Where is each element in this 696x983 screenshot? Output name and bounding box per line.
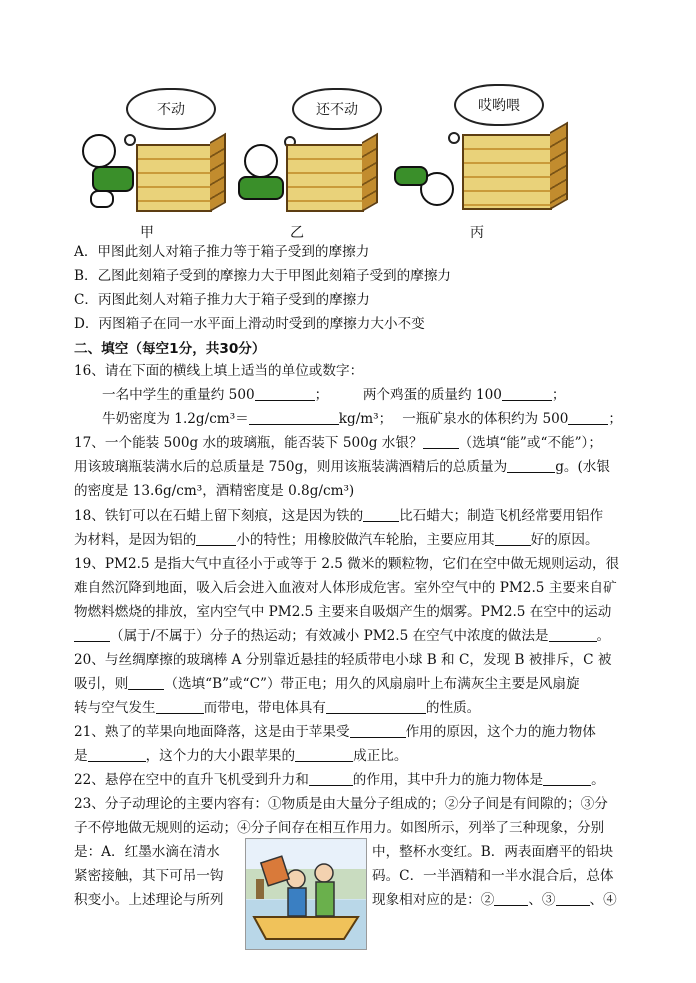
figure-head: [244, 144, 278, 178]
q21-line2: [74, 747, 408, 765]
q23-text: 、③: [528, 892, 556, 908]
boat-hull: [254, 917, 358, 939]
answer-blank[interactable]: [423, 434, 459, 449]
option-b: B．乙图此刻箱子受到的摩擦力大于甲图此刻箱子受到的摩擦力: [74, 268, 452, 284]
q20-line3: [74, 699, 480, 717]
speech-bubble: 不动: [126, 88, 216, 130]
q17-line2: [74, 458, 610, 476]
answer-blank[interactable]: [556, 891, 590, 906]
person-body: [316, 882, 334, 916]
q22-text: 22、悬停在空中的直升飞机受到升力和: [74, 772, 309, 788]
q16-line2: [102, 410, 622, 428]
q23-line3a: 是：A．红墨水滴在清水: [74, 844, 220, 860]
q17-line3: 的密度是 13.6g/cm³，酒精密度是 0.8g/cm³): [74, 483, 355, 499]
answer-blank[interactable]: [363, 507, 399, 522]
q20-text: 而带电，带电体具有: [203, 700, 326, 716]
q18-text: 好的原因。: [530, 532, 599, 548]
boat-cartoon: [246, 839, 366, 949]
panel-label: 乙: [290, 225, 304, 241]
q18-text: 为材料，是因为铝的: [74, 532, 197, 548]
answer-blank[interactable]: [196, 531, 236, 546]
q23-line1: 23、分子动理论的主要内容有：①物质是由大量分子组成的；②分子间是有间隙的；③分: [74, 796, 608, 812]
figure-body: [394, 166, 428, 186]
q19-line2: 难自然沉降到地面，吸入后会进入血液对人体形成危害。室外空气中的 PM2.5 主要来自矿: [74, 580, 617, 596]
crate-side: [550, 122, 568, 210]
q23-line4a: 紧密接触，其下可吊一钩: [74, 868, 224, 884]
q18-line2: [74, 531, 599, 549]
bubble-tail-dot: [124, 134, 136, 146]
q16-text: 一名中学生的重量约 500: [102, 387, 255, 403]
q16-text: 一瓶矿泉水的体积约为 500: [402, 411, 569, 427]
q20-line2: [74, 675, 580, 693]
option-a: A．甲图此刻人对箱子推力等于箱子受到的摩擦力: [74, 244, 370, 260]
q22-text: 。: [591, 772, 605, 788]
q16-text: ；: [608, 411, 623, 427]
q16-text: ；: [314, 387, 329, 403]
q21-text: 成正比。: [353, 748, 408, 764]
answer-blank[interactable]: [543, 771, 591, 786]
answer-blank[interactable]: [549, 627, 597, 642]
figure-body: [92, 166, 134, 192]
q16-text: ；: [551, 387, 566, 403]
q16-stem: 16、请在下面的横线上填上适当的单位或数字：: [74, 363, 364, 379]
q21-text: ，这个力的大小跟苹果的: [145, 748, 296, 764]
q19-line4: [74, 627, 610, 645]
q21-text: 作用的原因，这个力的施力物体: [405, 724, 596, 740]
section-title: 二、填空（每空1分，共30分）: [74, 341, 266, 357]
q16-text: 牛奶密度为 1.2g/cm³＝: [102, 411, 249, 427]
answer-blank[interactable]: [255, 386, 315, 401]
q17-text: （选填“能”或“不能”）；: [458, 435, 602, 451]
q23-line4b: 码。C．一半酒精和一半水混合后，总体: [372, 868, 614, 884]
q20-text: 转与空气发生: [74, 700, 156, 716]
q17-text: g。(水银: [555, 459, 610, 475]
answer-blank[interactable]: [568, 410, 608, 425]
answer-blank[interactable]: [495, 531, 531, 546]
answer-blank[interactable]: [326, 699, 426, 714]
panel-label: 丙: [470, 225, 484, 241]
q20-text: （选填“B”或“C”）带正电；用久的风扇扇叶上布满灰尘主要是风扇旋: [164, 676, 580, 692]
figure-feet: [90, 190, 114, 208]
option-c: C．丙图此刻人对箱子推力大于箱子受到的摩擦力: [74, 292, 370, 308]
person-head: [315, 864, 333, 882]
q18-text: 小的特性；用橡胶做汽车轮胎，主要应用其: [236, 532, 495, 548]
speech-bubble: 哎哟喂: [454, 84, 544, 126]
figure-head: [82, 134, 116, 168]
panel-bing: [394, 82, 614, 241]
crate-front: [136, 144, 212, 212]
q23-line3b: 中，整杯水变红。B．两表面磨平的铅块: [372, 844, 614, 860]
post: [256, 879, 264, 899]
person-body: [288, 888, 306, 916]
q21-text: 21、熟了的苹果向地面降落，这是由于苹果受: [74, 724, 350, 740]
answer-blank[interactable]: [88, 747, 146, 762]
push-box-figure: [74, 82, 654, 241]
q18-line1: [74, 507, 603, 525]
crate-side: [362, 133, 378, 212]
q19-line1: 19、PM2.5 是指大气中直径小于或等于 2.5 微米的颗粒物，它们在空中做无规则运动，很: [74, 556, 620, 572]
q23-line2: 子不停地做无规则的运动；④分子间存在相互作用力。如图所示，列举了三种现象，分别: [74, 820, 605, 836]
answer-blank[interactable]: [507, 458, 555, 473]
answer-blank[interactable]: [494, 891, 528, 906]
q17-text: 17、一个能装 500g 水的玻璃瓶，能否装下 500g 水银？: [74, 435, 423, 451]
boat-illustration: [245, 838, 367, 950]
q18-text: 比石蜡大；制造飞机经常要用铝作: [399, 508, 604, 524]
panel-label: 甲: [140, 225, 154, 241]
q19-line3: 物燃料燃烧的排放，室内空气中 PM2.5 主要来自吸烟产生的烟雾。PM2.5 在空中的运动: [74, 604, 612, 620]
bubble-tail-dot: [448, 132, 460, 144]
q23-line5a: 积变小。上述理论与所列: [74, 892, 224, 908]
q20-line1: 20、与丝绸摩擦的玻璃棒 A 分别靠近悬挂的轻质带电小球 B 和 C，发现 B 被排斥，C 被: [74, 652, 612, 668]
answer-blank[interactable]: [74, 627, 110, 642]
q17-text: 用该玻璃瓶装满水后的总质量是 750g，则用该瓶装满酒精后的总质量为: [74, 459, 508, 475]
option-d: D．丙图箱子在同一水平面上滑动时受到的摩擦力大小不变: [74, 316, 425, 332]
crate-front: [462, 134, 552, 210]
answer-blank[interactable]: [350, 723, 406, 738]
answer-blank[interactable]: [309, 771, 353, 786]
q17-line1: [74, 434, 602, 452]
q19-text: （属于/不属于）分子的热运动；有效减小 PM2.5 在空气中浓度的做法是: [110, 628, 549, 644]
answer-blank[interactable]: [249, 410, 339, 425]
q16-text: kg/m³；: [338, 411, 393, 427]
q21-text: 是: [74, 748, 88, 764]
crate-side: [210, 133, 226, 212]
answer-blank[interactable]: [502, 386, 552, 401]
speech-bubble: 还不动: [292, 88, 382, 130]
q23-text: 现象相对应的是：②: [372, 892, 495, 908]
q18-text: 18、铁钉可以在石蜡上留下刻痕，这是因为铁的: [74, 508, 364, 524]
q16-text: 两个鸡蛋的质量约 100: [362, 387, 502, 403]
crate-front: [286, 144, 364, 212]
answer-blank[interactable]: [295, 747, 353, 762]
q16-line1: [102, 386, 566, 404]
answer-blank[interactable]: [128, 675, 164, 690]
q20-text: 吸引，则: [74, 676, 129, 692]
q22-text: 的作用，其中升力的施力物体是: [352, 772, 544, 788]
figure-body: [238, 176, 284, 200]
q23-line5b: [372, 891, 617, 909]
q22-line1: [74, 771, 605, 789]
q23-text: 、④: [589, 892, 617, 908]
answer-blank[interactable]: [156, 699, 204, 714]
q20-text: 的性质。: [425, 700, 481, 716]
q21-line1: [74, 723, 596, 741]
q19-text: 。: [596, 628, 611, 644]
